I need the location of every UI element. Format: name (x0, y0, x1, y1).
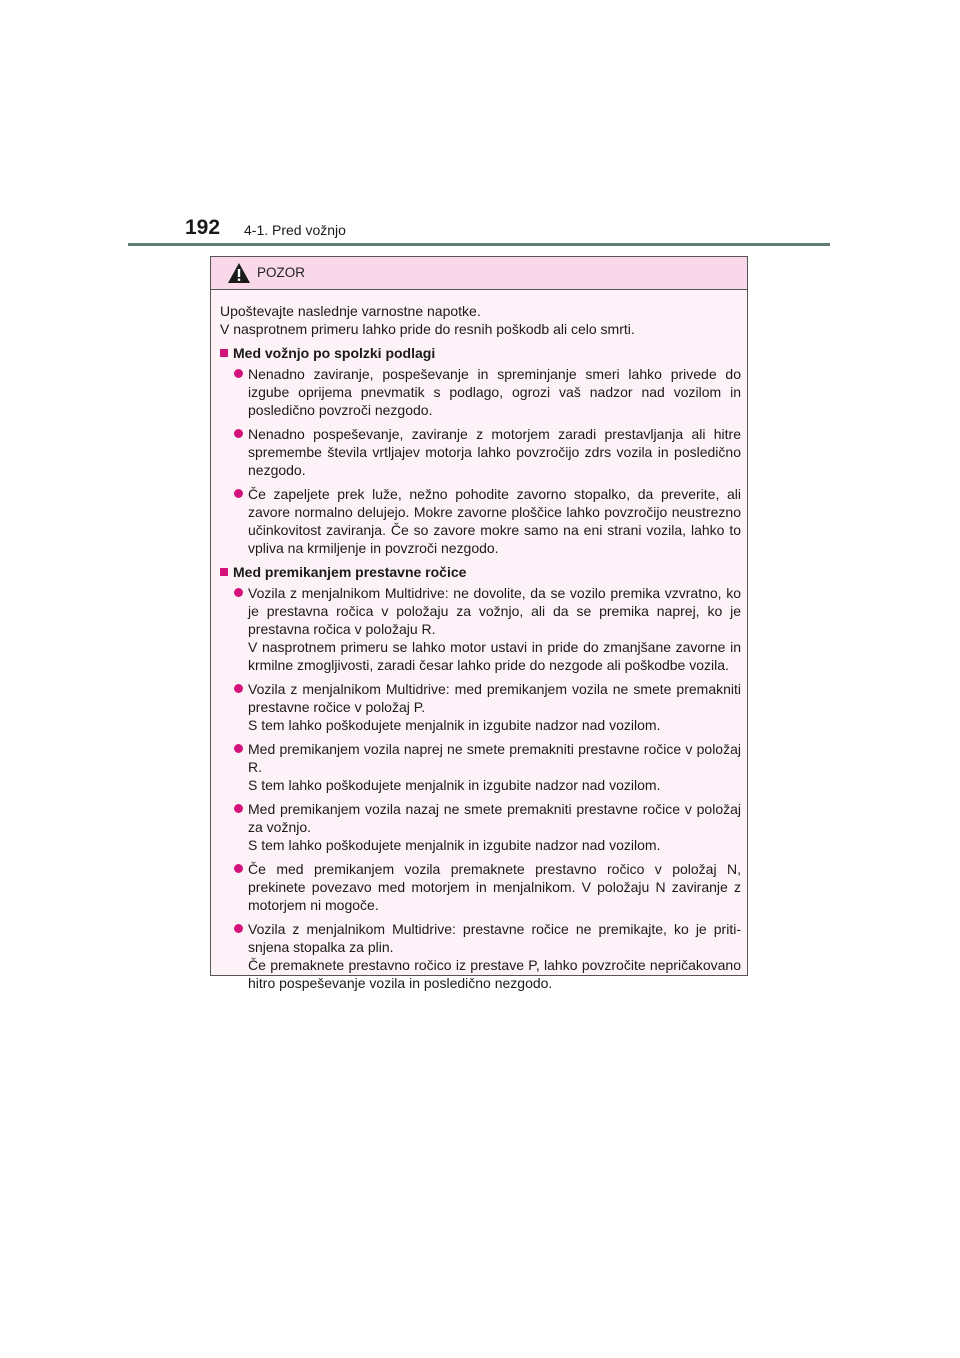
round-bullet-icon (234, 369, 243, 378)
warning-section (220, 344, 741, 557)
bullet-paragraph: S tem lahko poškodujete menjalnik in izgubite nadzor nad vozilom. (248, 717, 661, 733)
bullet-item (234, 680, 741, 734)
round-bullet-icon (234, 684, 243, 693)
bullet-item (234, 425, 741, 479)
bullet-paragraph: V nasprotnem primeru se lahko motor ustavi in pride do zmanjšane zavorne in krmilne zmogljivosti, zaradi česar lahko pride do nezgode ali poškodbe vozila. (248, 639, 741, 673)
round-bullet-icon (234, 588, 243, 597)
square-bullet-icon (220, 568, 228, 576)
warning-header (211, 257, 747, 290)
bullet-text (248, 584, 741, 674)
bullet-item (234, 920, 741, 992)
bullet-text (248, 740, 741, 794)
bullet-paragraph: Če premaknete prestavno ročico iz prestave P, lahko povzročite nepričakovano hitro pospeševanje vozila in posledično nezgodo. (248, 957, 741, 991)
warning-triangle-icon (227, 262, 251, 284)
round-bullet-icon (234, 429, 243, 438)
round-bullet-icon (234, 864, 243, 873)
warning-body (211, 290, 747, 992)
bullet-text (248, 800, 741, 854)
bullet-item (234, 584, 741, 674)
warning-sections (220, 344, 741, 992)
intro-line: V nasprotnem primeru lahko pride do resnih poškodb ali celo smrti. (220, 321, 635, 337)
section-title: 4-1. Pred vožnjo (244, 222, 346, 238)
bullet-text (248, 485, 741, 557)
bullet-paragraph: Vozila z menjalnikom Multidrive: med premikanjem vozila ne smete premakniti prestavne ročice v položaj P. (248, 681, 741, 715)
square-bullet-icon (220, 349, 228, 357)
bullet-item (234, 740, 741, 794)
bullet-paragraph: Med premikanjem vozila nazaj ne smete premakniti prestavne ročice v položaj za vožnjo. (248, 801, 741, 835)
bullet-paragraph: Nenadno zaviranje, pospeševanje in spreminjanje smeri lahko privede do izgube oprijema pnevmatik s podlago, ogrozi vaš nadzor nad vozilom in posledično povzroči nezgodo. (248, 366, 741, 418)
section-heading-text: Med vožnjo po spolzki podlagi (233, 345, 436, 361)
bullet-text (248, 365, 741, 419)
bullet-paragraph: Vozila z menjalnikom Multidrive: ne dovolite, da se vozilo premika vzvratno, ko je prestavna ročica v položaju za vožnjo, ali da se premika naprej, ko je prestavna ročica v položaju R. (248, 585, 741, 637)
bullet-item (234, 485, 741, 557)
warning-title: POZOR (257, 265, 306, 280)
intro-line: Upoštevajte naslednje varnostne napotke. (220, 303, 481, 319)
bullet-paragraph: S tem lahko poškodujete menjalnik in izgubite nadzor nad vozilom. (248, 777, 661, 793)
round-bullet-icon (234, 744, 243, 753)
bullet-text (248, 920, 741, 992)
bullet-paragraph: Če zapeljete prek luže, nežno pohodite zavorno stopalko, da preverite, ali zavore normalno delujejo. Mokre zavorne ploščice lahko povzročijo neustrezno učinkovitost zaviranja. Če so zavore mokre samo na eni strani vozila, lahko to vpliva na krmiljenje in povzroči nezgodo. (248, 486, 741, 556)
warning-box (210, 256, 748, 991)
bullet-paragraph: Če med premikanjem vozila premaknete prestavno ročico v položaj N, prekinete povezavo med motorjem in menjalnikom. V položaju N zaviranje z motorjem ni mogoče. (248, 861, 741, 913)
bullet-item (234, 860, 741, 914)
bullet-paragraph: Nenadno pospeševanje, zaviranje z motorjem zaradi prestavljanja ali hitre spremembe števila vrtljajev motorja lahko povzročijo zdrs vozila in posledično nezgodo. (248, 426, 741, 478)
bullet-paragraph: Vozila z menjalnikom Multidrive: prestavne ročice ne premikajte, ko je pritisnjena stopalka za plin. (248, 921, 741, 955)
section-heading (220, 563, 741, 581)
warning-intro (220, 302, 741, 338)
bullet-paragraph: S tem lahko poškodujete menjalnik in izgubite nadzor nad vozilom. (248, 837, 661, 853)
round-bullet-icon (234, 489, 243, 498)
header-rule (128, 243, 830, 246)
page-number: 192 (185, 216, 221, 239)
bullet-text (248, 860, 741, 914)
section-heading-text: Med premikanjem prestavne ročice (233, 564, 467, 580)
bullet-paragraph: Med premikanjem vozila naprej ne smete premakniti prestavne ročice v položaj R. (248, 741, 741, 775)
section-heading (220, 344, 741, 362)
bullet-item (234, 800, 741, 854)
bullet-item (234, 365, 741, 419)
round-bullet-icon (234, 924, 243, 933)
bullet-text (248, 425, 741, 479)
warning-section (220, 563, 741, 992)
round-bullet-icon (234, 804, 243, 813)
bullet-text (248, 680, 741, 734)
